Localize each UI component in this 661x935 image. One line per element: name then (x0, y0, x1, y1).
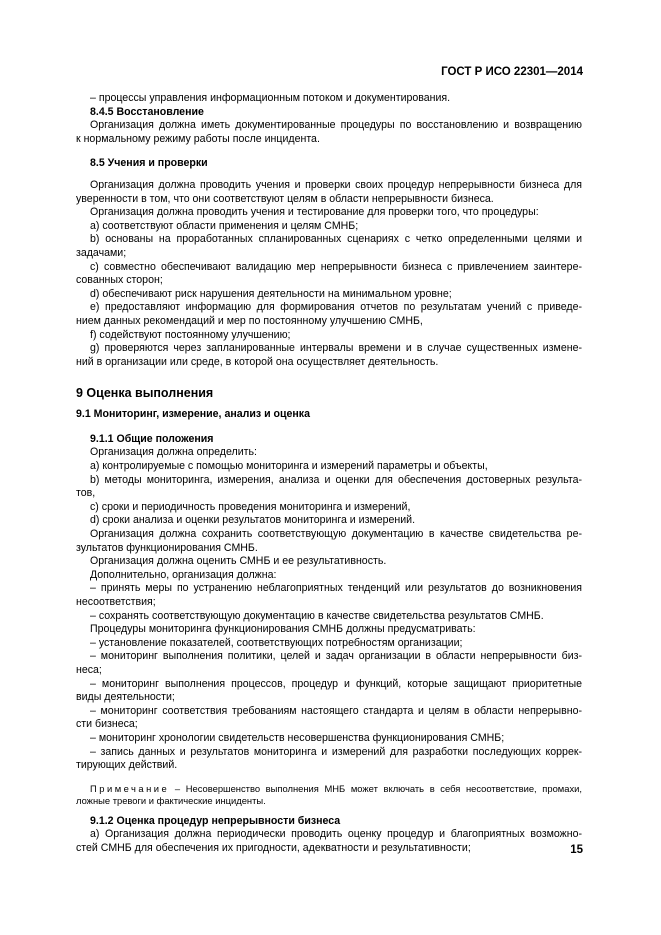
text-line: виды деятельности; (76, 691, 175, 704)
list-item: c) сроки и периодичность проведения мониторинга и измерений, (90, 500, 411, 513)
list-item: c) совместно обеспечивают валидацию мер непрерывности бизнеса с привлечением заинтере- (90, 260, 582, 273)
note-dash: – (169, 782, 186, 794)
text-line: Организация должна оценить СМНБ и ее результативность. (90, 555, 387, 568)
list-item: а) соответствуют области применения и целям СМНБ; (90, 219, 359, 232)
list-item: – мониторинг выполнения процессов, процедур и функций, которые защищают приоритетные (90, 677, 582, 690)
note-line (90, 783, 582, 795)
note-line: ложные тревоги и фактические инциденты. (76, 794, 266, 806)
list-item: – сохранять соответствующую документацию в качестве свидетельства результатов СМНБ. (90, 609, 544, 622)
list-item: b) основаны на проработанных спланированных сценариях с четко определенными целями и (90, 233, 582, 246)
list-item: e) предоставляют информацию для формирования отчетов по результатам учений с приведе- (90, 301, 582, 314)
text-line: задачами; (76, 246, 127, 259)
section-heading-9-1-2: 9.1.2 Оценка процедур непрерывности бизнеса (90, 814, 341, 827)
text-line: Организация должна сохранить соответствующую документацию в качестве свидетельства ре- (90, 528, 582, 541)
note-label: Примечание (90, 782, 170, 794)
section-heading-9: 9 Оценка выполнения (76, 386, 214, 401)
text-line: нием данных рекомендаций и мер по постоянному улучшению СМНБ, (76, 314, 423, 327)
text-line: Организация должна определить: (90, 446, 257, 459)
text-line: тов, (76, 487, 96, 500)
list-item: g) проверяются через запланированные интервалы времени и в случае существенных измене- (90, 342, 582, 355)
list-item: – мониторинг выполнения политики, целей и задач организации в области непрерывности биз- (90, 650, 582, 663)
text-line: несоответствия; (76, 596, 156, 608)
text-line: Организация должна проводить учения и проверки своих процедур непрерывности бизнеса для (90, 178, 582, 191)
list-item: а) Организация должна периодически проводить оценку процедур и благоприятных возможно- (90, 828, 582, 841)
list-item: – мониторинг хронологии свидетельств несовершенства функционирования СМНБ; (90, 731, 505, 744)
text-line: Организация должна иметь документированные процедуры по восстановлению и возвращению (90, 119, 582, 132)
list-item: d) сроки анализа и оценки результатов мониторинга и измерений. (90, 514, 416, 527)
list-item: – принять меры по устранению неблагоприятных тенденций или результатов до возникновения (90, 582, 582, 595)
note-text: Несовершенство выполнения МНБ может включать в себя несоответствие, промахи, (185, 782, 582, 794)
text-line: неса; (76, 663, 102, 676)
text-line: Организация должна проводить учения и тестирование для проверки того, что процедуры: (90, 206, 539, 219)
section-heading-9-1: 9.1 Мониторинг, измерение, анализ и оценка (76, 408, 310, 421)
section-heading-8-5: 8.5 Учения и проверки (90, 157, 208, 170)
text-line: зультатов функционирования СМНБ. (76, 541, 258, 554)
section-heading-9-1-1: 9.1.1 Общие положения (90, 432, 214, 445)
list-item: f) содействуют постоянному улучшению; (90, 328, 291, 341)
text-line: тирующих действий. (76, 759, 178, 772)
list-item: – установление показателей, соответствующих потребностям организации; (90, 636, 463, 649)
standard-code-header: ГОСТ Р ИСО 22301—2014 (441, 66, 583, 78)
list-item: – мониторинг соответствия требованиям настоящего стандарта и целям в области непрерывно- (90, 704, 582, 717)
text-line: сованных сторон; (76, 274, 163, 287)
text-line: Дополнительно, организация должна: (90, 568, 277, 581)
text-line: ний в организации или среде, в которой она осуществляет деятельность. (76, 355, 439, 368)
section-heading-8-4-5: 8.4.5 Восстановление (90, 105, 204, 118)
page-body (76, 92, 582, 856)
text-line: уверенности в том, что они соответствуют целям в области непрерывности бизнеса. (76, 192, 494, 205)
page-number: 15 (570, 844, 583, 856)
list-item: d) обеспечивают риск нарушения деятельности на минимальном уровне; (90, 287, 452, 300)
list-item: – запись данных и результатов мониторинга и измерений для разработки последующих коррек- (90, 745, 582, 758)
text-line: стей СМНБ для обеспечения их пригодности, адекватности и результативности; (76, 841, 471, 854)
text-line: к нормальному режиму работы после инцидента. (76, 132, 320, 145)
text-line: – процессы управления информационным потоком и документирования. (90, 92, 451, 104)
text-line: Процедуры мониторинга функционирования СМНБ должны предусматривать: (90, 623, 476, 636)
list-item: а) контролируемые с помощью мониторинга и измерений параметры и объекты, (90, 460, 488, 473)
list-item: b) методы мониторинга, измерения, анализа и оценки для обеспечения достоверных результа- (90, 473, 582, 486)
text-line: сти бизнеса; (76, 718, 138, 731)
